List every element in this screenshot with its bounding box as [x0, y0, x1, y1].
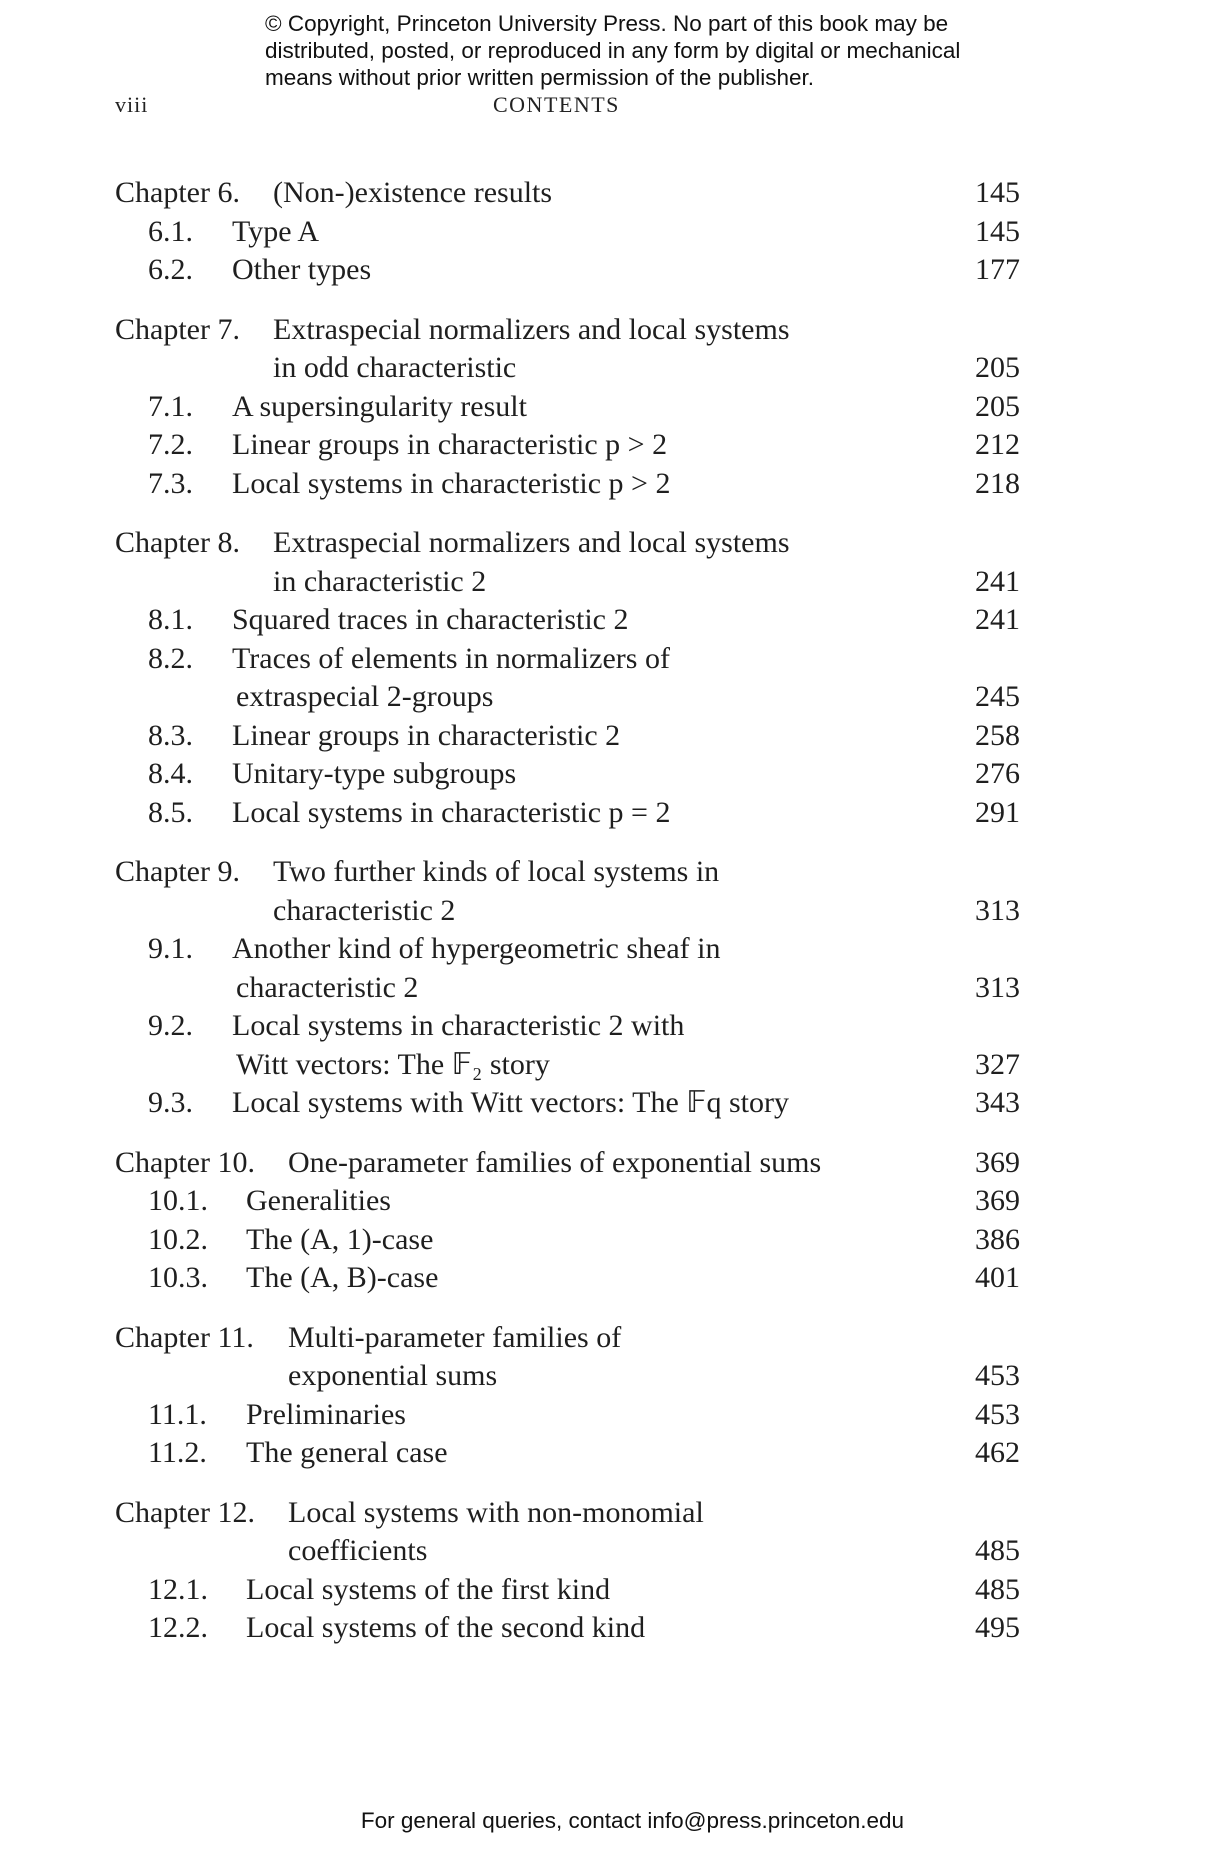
toc-section-line[interactable]	[115, 969, 1020, 1008]
page-ref: 291	[975, 795, 1020, 829]
toc-section-line[interactable]	[115, 1046, 1020, 1085]
chapter-label: Chapter 8.	[115, 526, 240, 559]
toc-section-line[interactable]	[115, 601, 1020, 640]
section-title: Traces of elements in normalizers of	[232, 641, 670, 675]
toc-chapter-line[interactable]	[115, 892, 1020, 931]
section-number: 9.2.	[148, 1009, 193, 1042]
section-number: 11.1.	[148, 1397, 207, 1431]
section-title: Squared traces in characteristic 2	[232, 603, 629, 636]
copyright-line: © Copyright, Princeton University Press. No part of this book may be	[265, 11, 949, 36]
chapter-title: in odd characteristic	[273, 351, 517, 384]
section-number: 9.3.	[148, 1086, 193, 1119]
chapter-label: Chapter 9.	[115, 855, 240, 888]
toc-section-line[interactable]	[115, 678, 1020, 717]
page-ref: 313	[975, 970, 1020, 1004]
chapter-title: Extraspecial normalizers and local systems	[273, 526, 790, 559]
toc-chapter	[115, 174, 1020, 290]
chapter-title: Extraspecial normalizers and local systems	[273, 312, 790, 346]
section-title: Local systems with Witt vectors: The 𝔽q story	[232, 1086, 789, 1119]
toc-chapter-line[interactable]	[115, 349, 1020, 388]
section-title: Linear groups in characteristic 2	[232, 718, 621, 752]
page-number: viii	[115, 92, 149, 117]
toc-section-line[interactable]	[115, 755, 1020, 794]
toc-chapter-line[interactable]	[115, 524, 1020, 563]
section-title: Local systems in characteristic p = 2	[232, 795, 671, 829]
section-title: Linear groups in characteristic p > 2	[232, 428, 668, 461]
section-number: 6.2.	[148, 253, 193, 286]
toc-section-line[interactable]	[115, 426, 1020, 465]
toc-chapter	[115, 1494, 1020, 1648]
footer	[0, 1808, 1225, 1834]
section-number: 10.3.	[148, 1261, 208, 1294]
page-ref: 241	[975, 603, 1020, 636]
page-ref: 327	[975, 1047, 1020, 1081]
section-number: 8.2.	[148, 641, 193, 675]
page-ref: 245	[975, 680, 1020, 713]
page-ref: 462	[975, 1436, 1020, 1469]
toc-chapter-line[interactable]	[115, 1532, 1020, 1571]
chapter-label: Chapter 6.	[115, 176, 240, 209]
section-number: 7.3.	[148, 466, 193, 500]
toc-chapter-line[interactable]	[115, 1319, 1020, 1358]
section-number: 8.1.	[148, 603, 193, 636]
section-title: Local systems in characteristic p > 2	[232, 466, 671, 500]
toc-section-line[interactable]	[115, 930, 1020, 969]
page-ref: 145	[975, 214, 1020, 248]
chapter-title: coefficients	[288, 1534, 428, 1567]
section-number: 6.1.	[148, 214, 193, 248]
section-number: 7.2.	[148, 428, 193, 461]
toc-chapter	[115, 1144, 1020, 1298]
page-ref: 401	[975, 1261, 1020, 1294]
toc-chapter	[115, 524, 1020, 832]
toc-section-line[interactable]	[115, 1434, 1020, 1473]
chapter-title: Multi-parameter families of	[288, 1320, 622, 1354]
chapter-title: One-parameter families of exponential sums	[288, 1145, 822, 1179]
page-ref: 485	[975, 1534, 1020, 1567]
page-ref: 258	[975, 718, 1020, 752]
toc-section-line[interactable]	[115, 640, 1020, 679]
table-of-contents	[115, 174, 1020, 1669]
page-ref: 386	[975, 1222, 1020, 1256]
copyright-line: distributed, posted, or reproduced in any form by digital or mechanical	[265, 38, 961, 63]
chapter-title: Local systems with non-monomial	[288, 1495, 704, 1529]
toc-section-line[interactable]	[115, 1396, 1020, 1435]
page-ref: 205	[975, 389, 1020, 423]
page-ref: 485	[975, 1572, 1020, 1606]
toc-chapter-line[interactable]	[115, 1494, 1020, 1533]
chapter-label: Chapter 10.	[115, 1145, 255, 1179]
section-number: 8.4.	[148, 757, 193, 790]
page-ref: 145	[975, 176, 1020, 209]
toc-chapter-line[interactable]	[115, 174, 1020, 213]
toc-chapter-line[interactable]	[115, 853, 1020, 892]
toc-chapter-line[interactable]	[115, 563, 1020, 602]
page-ref: 205	[975, 351, 1020, 384]
chapter-title: (Non-)existence results	[273, 176, 553, 209]
toc-section-line[interactable]	[115, 251, 1020, 290]
page-ref: 453	[975, 1359, 1020, 1392]
section-title: Another kind of hypergeometric sheaf in	[232, 932, 721, 965]
section-title: Unitary-type subgroups	[232, 757, 517, 790]
copyright-line: means without prior written permission of the publisher.	[265, 65, 815, 90]
section-number: 9.1.	[148, 932, 193, 965]
section-number: 8.3.	[148, 718, 193, 752]
running-title: CONTENTS	[493, 92, 620, 117]
section-number: 12.1.	[148, 1572, 208, 1606]
toc-section-line[interactable]	[115, 717, 1020, 756]
page-ref: 313	[975, 893, 1020, 927]
section-number: 11.2.	[148, 1436, 207, 1469]
section-title: The general case	[246, 1436, 448, 1469]
chapter-label: Chapter 11.	[115, 1320, 254, 1354]
toc-section-line[interactable]	[115, 465, 1020, 504]
section-number: 12.2.	[148, 1611, 208, 1644]
toc-section-line[interactable]	[115, 388, 1020, 427]
chapter-label: Chapter 7.	[115, 312, 240, 346]
section-title: Local systems of the second kind	[246, 1611, 646, 1644]
page-ref: 212	[975, 428, 1020, 461]
toc-section-line[interactable]	[115, 213, 1020, 252]
chapter-title: Two further kinds of local systems in	[273, 855, 720, 888]
running-head	[0, 92, 1225, 122]
section-number: 8.5.	[148, 795, 193, 829]
chapter-title: characteristic 2	[273, 893, 456, 927]
footer-contact: For general queries, contact info@press.princeton.edu	[360, 1808, 905, 1833]
toc-section-line[interactable]	[115, 1007, 1020, 1046]
toc-section-line[interactable]	[115, 1571, 1020, 1610]
toc-chapter-line[interactable]	[115, 1357, 1020, 1396]
page-ref: 241	[975, 564, 1020, 598]
section-title: Other types	[232, 253, 372, 286]
toc-section-line[interactable]	[115, 1221, 1020, 1260]
section-number: 10.1.	[148, 1184, 208, 1217]
toc-section-line[interactable]	[115, 1609, 1020, 1648]
toc-chapter-line[interactable]	[115, 1144, 1020, 1183]
page-ref: 495	[975, 1611, 1020, 1644]
page-ref: 453	[975, 1397, 1020, 1431]
section-title: Preliminaries	[246, 1397, 406, 1431]
section-number: 10.2.	[148, 1222, 208, 1256]
page-ref: 177	[975, 253, 1020, 286]
section-number: 7.1.	[148, 389, 193, 423]
section-title: Local systems in characteristic 2 with	[232, 1009, 685, 1042]
toc-chapter	[115, 1319, 1020, 1473]
toc-section-line[interactable]	[115, 794, 1020, 833]
section-title: Type A	[232, 214, 320, 248]
toc-chapter	[115, 311, 1020, 504]
toc-section-line[interactable]	[115, 1259, 1020, 1298]
section-title: characteristic 2	[236, 970, 419, 1004]
toc-section-line[interactable]	[115, 1084, 1020, 1123]
section-title: Generalities	[246, 1184, 391, 1217]
section-title: The (A, B)-case	[246, 1261, 439, 1294]
chapter-title: in characteristic 2	[273, 564, 487, 598]
section-title: Witt vectors: The 𝔽₂ story	[236, 1047, 550, 1081]
toc-chapter	[115, 853, 1020, 1123]
page-ref: 343	[975, 1086, 1020, 1119]
copyright-notice	[265, 10, 1025, 91]
page-ref: 276	[975, 757, 1020, 790]
toc-chapter-line[interactable]	[115, 311, 1020, 350]
toc-section-line[interactable]	[115, 1182, 1020, 1221]
section-title: The (A, 1)-case	[246, 1222, 434, 1256]
section-title: A supersingularity result	[232, 389, 527, 423]
section-title: Local systems of the first kind	[246, 1572, 611, 1606]
page-ref: 218	[975, 466, 1020, 500]
chapter-title: exponential sums	[288, 1359, 498, 1392]
section-title: extraspecial 2-groups	[236, 680, 494, 713]
chapter-label: Chapter 12.	[115, 1495, 255, 1529]
page-ref: 369	[975, 1184, 1020, 1217]
page-ref: 369	[975, 1145, 1020, 1179]
